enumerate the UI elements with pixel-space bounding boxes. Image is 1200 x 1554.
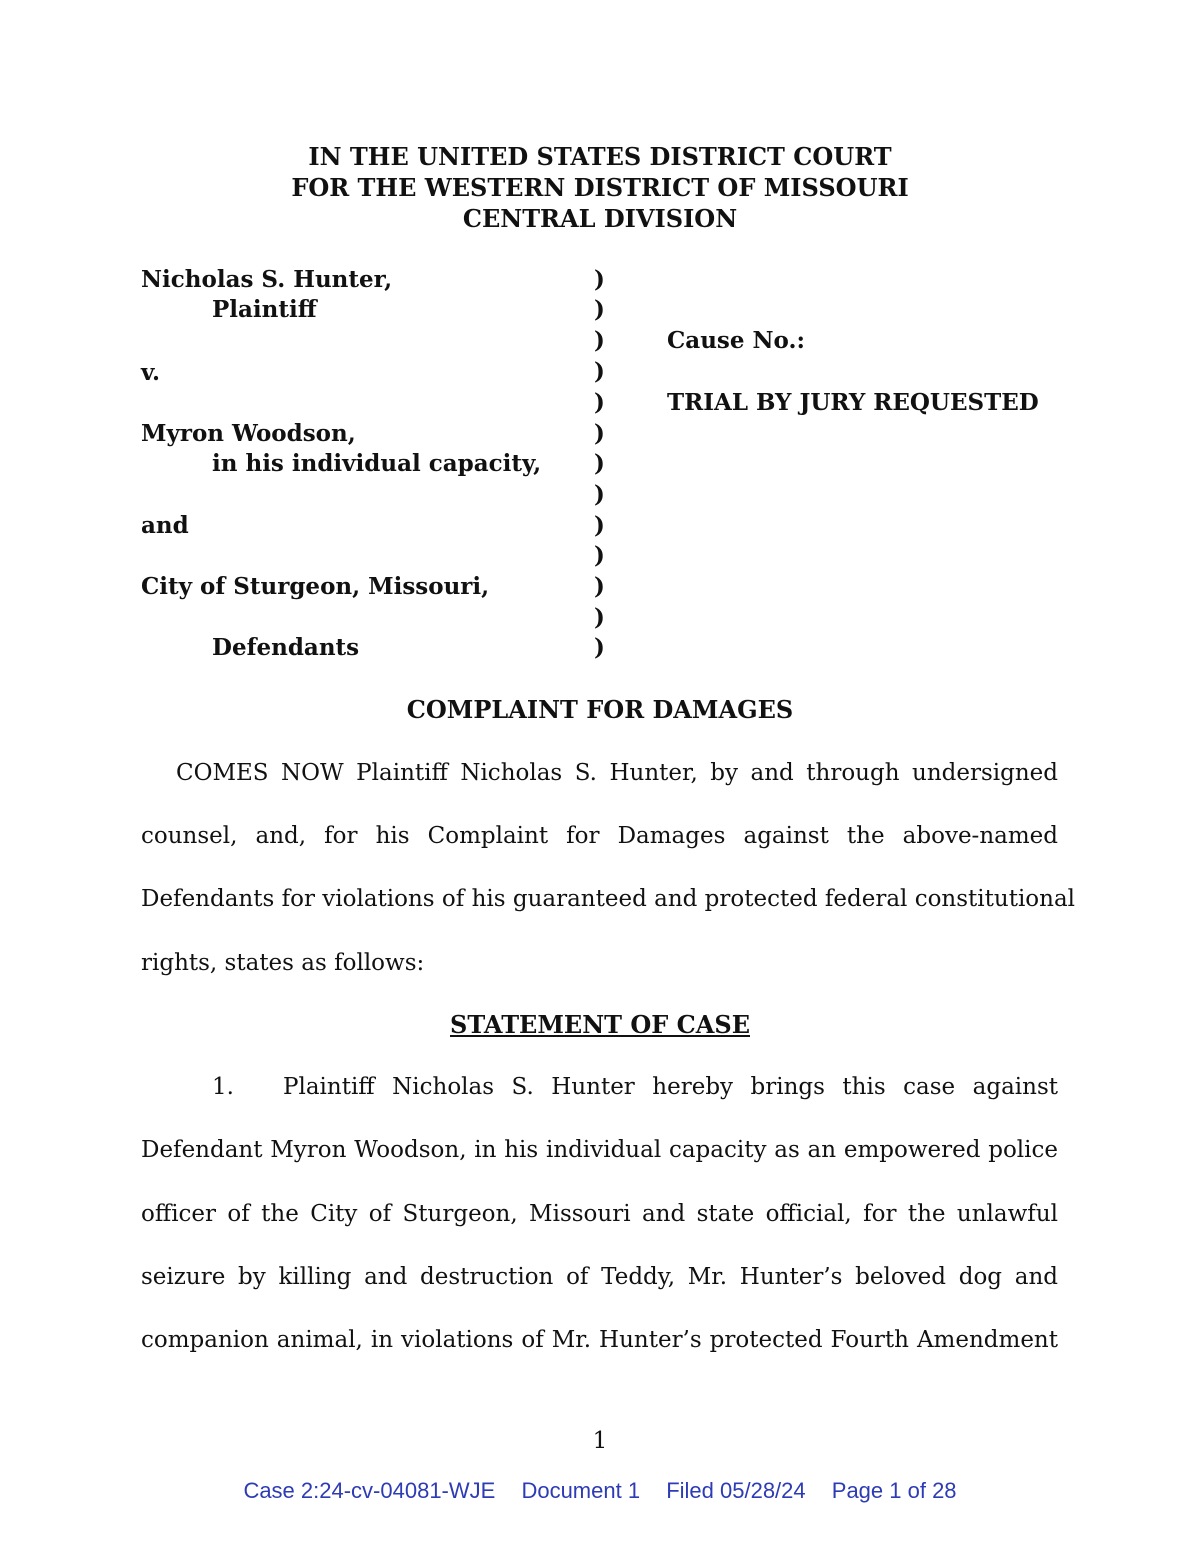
caption-paren: ) [594, 420, 605, 447]
plaintiff-role: Plaintiff [212, 296, 317, 323]
caption-paren: ) [594, 604, 605, 631]
section-heading: STATEMENT OF CASE [450, 1010, 750, 1039]
caption-paren: ) [594, 296, 605, 323]
intro-line-2: counsel, and, for his Complaint for Damages against the above-named [141, 823, 1058, 849]
jury-trial-request: TRIAL BY JURY REQUESTED [667, 389, 1039, 416]
intro-line-1: COMES NOW Plaintiff Nicholas S. Hunter, by and through undersigned [176, 760, 1058, 786]
paragraph-number: 1. [212, 1074, 234, 1100]
defendants-role: Defendants [212, 634, 360, 661]
cause-number-label: Cause No.: [667, 327, 805, 354]
filing-footer [0, 1476, 1200, 1506]
conjunction-and: and [141, 512, 189, 539]
paragraph-1-line-5: companion animal, in violations of Mr. Hunter’s protected Fourth Amendment [141, 1327, 1058, 1353]
defendant-2-name: City of Sturgeon, Missouri, [141, 573, 490, 600]
intro-line-4: rights, states as follows: [141, 950, 425, 976]
caption-paren: ) [594, 266, 605, 293]
footer-filed-date: Filed 05/28/24 [666, 1478, 806, 1503]
court-header-line-2: FOR THE WESTERN DISTRICT OF MISSOURI [291, 173, 909, 202]
caption-paren: ) [594, 634, 605, 661]
intro-line-3: Defendants for violations of his guaranteed and protected federal constitutional [141, 886, 1076, 912]
court-header-line-3: CENTRAL DIVISION [462, 204, 738, 233]
footer-case-number: Case 2:24-cv-04081-WJE [243, 1478, 496, 1503]
footer-document: Document 1 [521, 1478, 641, 1503]
paragraph-1-line-2: Defendant Myron Woodson, in his individual capacity as an empowered police [141, 1137, 1058, 1163]
court-header [0, 141, 1200, 234]
caption-paren: ) [594, 327, 605, 354]
defendant-1-capacity: in his individual capacity, [212, 450, 542, 477]
footer-page-count: Page 1 of 28 [831, 1478, 957, 1503]
defendant-1-name: Myron Woodson, [141, 420, 356, 447]
caption-paren: ) [594, 542, 605, 569]
plaintiff-name: Nicholas S. Hunter, [141, 266, 393, 293]
page-number: 1 [592, 1428, 608, 1454]
complaint-title: COMPLAINT FOR DAMAGES [406, 695, 794, 724]
paragraph-1-line-4: seizure by killing and destruction of Teddy, Mr. Hunter’s beloved dog and [141, 1264, 1058, 1290]
caption-paren: ) [594, 389, 605, 416]
paragraph-1-line-3: officer of the City of Sturgeon, Missouri and state official, for the unlawful [141, 1201, 1058, 1227]
caption-paren: ) [594, 573, 605, 600]
paragraph-1-line-1: Plaintiff Nicholas S. Hunter hereby brings this case against [283, 1074, 1058, 1100]
caption-paren: ) [594, 512, 605, 539]
court-header-line-1: IN THE UNITED STATES DISTRICT COURT [308, 142, 892, 171]
caption-paren: ) [594, 450, 605, 477]
caption-paren: ) [594, 481, 605, 508]
versus: v. [141, 359, 161, 386]
caption-paren: ) [594, 358, 605, 385]
